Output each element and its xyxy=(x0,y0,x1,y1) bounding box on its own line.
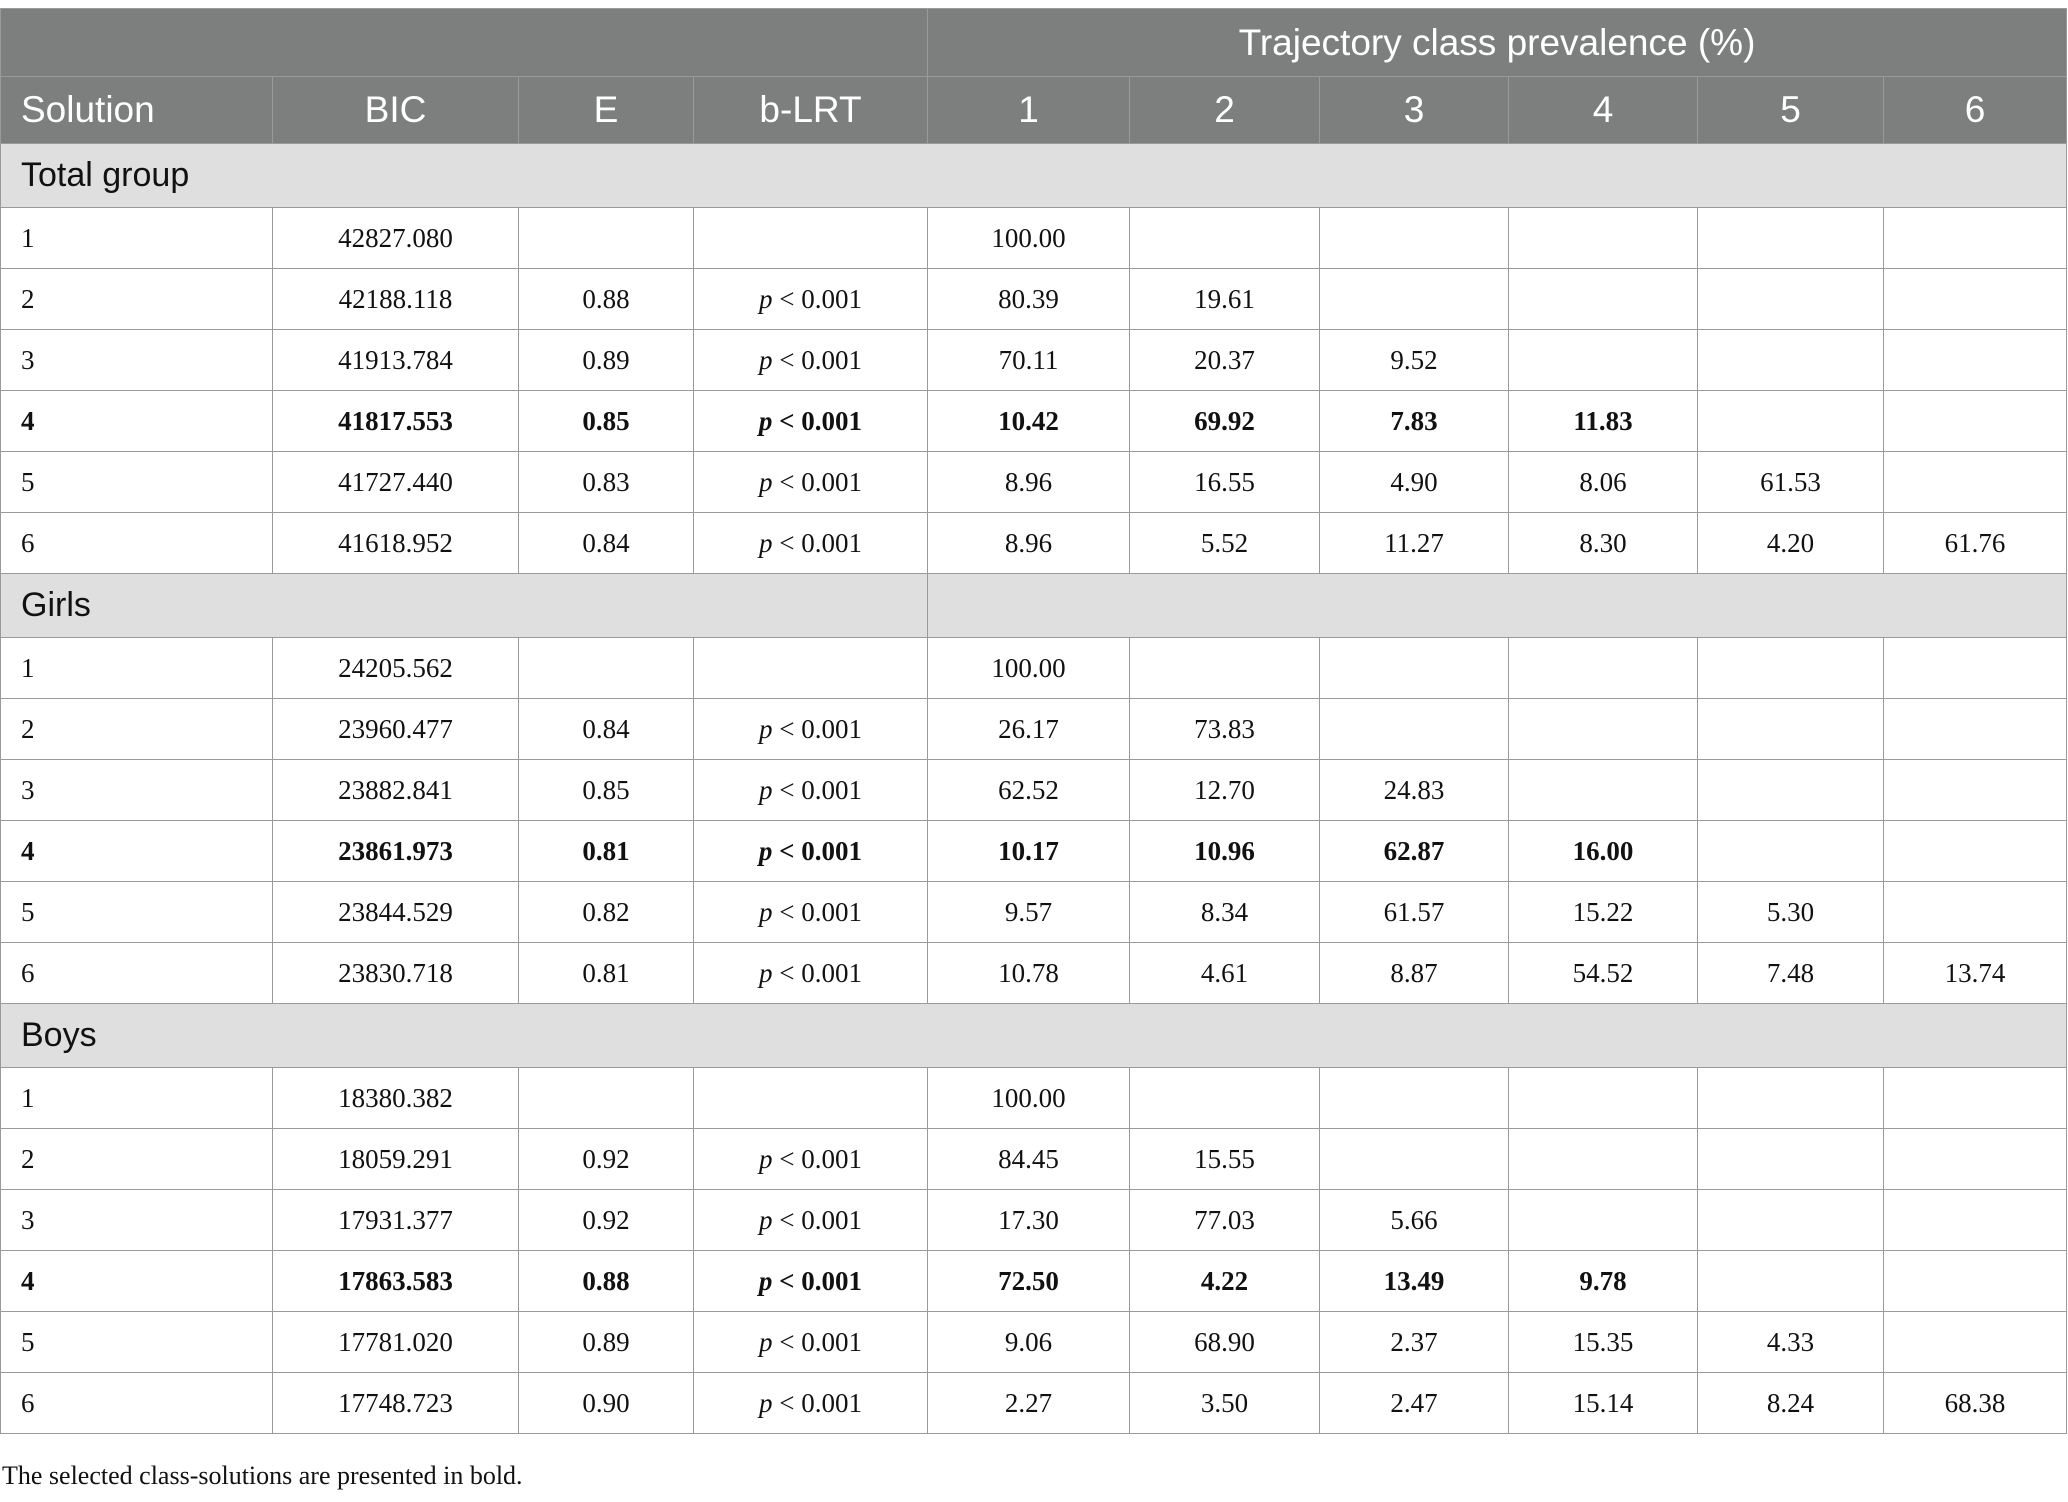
cell-class-2: 5.52 xyxy=(1130,513,1320,574)
cell-entropy: 0.81 xyxy=(519,821,694,882)
table-row xyxy=(1,1251,2067,1312)
p-symbol: p xyxy=(759,466,773,497)
cell-solution: 5 xyxy=(1,882,273,943)
group-label: Total group xyxy=(1,144,2067,208)
cell-class-3 xyxy=(1320,1129,1509,1190)
cell-blrt xyxy=(694,269,928,330)
cell-solution: 2 xyxy=(1,1129,273,1190)
cell-class-1: 100.00 xyxy=(928,638,1130,699)
cell-bic: 23844.529 xyxy=(273,882,519,943)
cell-blrt xyxy=(694,1129,928,1190)
table-footnote: The selected class-solutions are presented in bold. xyxy=(2,1461,523,1490)
p-value: < 0.001 xyxy=(772,466,862,497)
cell-class-6 xyxy=(1884,391,2067,452)
cell-class-2: 3.50 xyxy=(1130,1373,1320,1434)
group-header-row xyxy=(1,1004,2067,1068)
cell-solution: 1 xyxy=(1,1068,273,1129)
table-row xyxy=(1,330,2067,391)
cell-class-5 xyxy=(1698,699,1884,760)
cell-solution: 4 xyxy=(1,821,273,882)
cell-class-6 xyxy=(1884,1251,2067,1312)
cell-class-2: 68.90 xyxy=(1130,1312,1320,1373)
cell-class-5 xyxy=(1698,760,1884,821)
cell-solution: 4 xyxy=(1,1251,273,1312)
table-row xyxy=(1,513,2067,574)
cell-solution: 3 xyxy=(1,760,273,821)
header-class-prevalence: Trajectory class prevalence (%) xyxy=(928,9,2067,77)
p-symbol: p xyxy=(759,1143,773,1174)
cell-class-5 xyxy=(1698,1129,1884,1190)
column-header-class-6: 6 xyxy=(1884,77,2067,144)
cell-solution: 5 xyxy=(1,452,273,513)
cell-class-5: 7.48 xyxy=(1698,943,1884,1004)
cell-class-5: 4.33 xyxy=(1698,1312,1884,1373)
cell-class-6 xyxy=(1884,1190,2067,1251)
cell-solution: 2 xyxy=(1,699,273,760)
cell-class-4 xyxy=(1509,1190,1698,1251)
cell-class-4: 8.30 xyxy=(1509,513,1698,574)
cell-entropy: 0.83 xyxy=(519,452,694,513)
cell-class-3: 2.37 xyxy=(1320,1312,1509,1373)
cell-blrt xyxy=(694,882,928,943)
cell-class-6: 61.76 xyxy=(1884,513,2067,574)
table-row xyxy=(1,452,2067,513)
cell-class-4: 11.83 xyxy=(1509,391,1698,452)
cell-class-4: 54.52 xyxy=(1509,943,1698,1004)
table-row xyxy=(1,1068,2067,1129)
cell-blrt xyxy=(694,1312,928,1373)
class-solutions-table xyxy=(0,8,2067,1434)
cell-class-3: 8.87 xyxy=(1320,943,1509,1004)
cell-class-1: 70.11 xyxy=(928,330,1130,391)
p-symbol: p xyxy=(758,835,773,866)
cell-class-3: 13.49 xyxy=(1320,1251,1509,1312)
cell-class-6 xyxy=(1884,882,2067,943)
cell-class-6 xyxy=(1884,269,2067,330)
cell-class-2: 12.70 xyxy=(1130,760,1320,821)
cell-class-6 xyxy=(1884,1068,2067,1129)
cell-class-4 xyxy=(1509,269,1698,330)
cell-bic: 23830.718 xyxy=(273,943,519,1004)
cell-bic: 23882.841 xyxy=(273,760,519,821)
cell-class-4: 9.78 xyxy=(1509,1251,1698,1312)
cell-bic: 17781.020 xyxy=(273,1312,519,1373)
cell-class-4: 15.35 xyxy=(1509,1312,1698,1373)
cell-class-2: 73.83 xyxy=(1130,699,1320,760)
cell-class-6 xyxy=(1884,1312,2067,1373)
table-row xyxy=(1,638,2067,699)
p-value: < 0.001 xyxy=(772,957,862,988)
cell-blrt xyxy=(694,1251,928,1312)
cell-class-3 xyxy=(1320,269,1509,330)
table-body xyxy=(1,144,2067,1434)
cell-solution: 1 xyxy=(1,638,273,699)
cell-blrt xyxy=(694,821,928,882)
p-symbol: p xyxy=(759,1204,773,1235)
cell-class-4 xyxy=(1509,760,1698,821)
group-header-row xyxy=(1,574,2067,638)
cell-entropy: 0.84 xyxy=(519,513,694,574)
cell-class-1: 100.00 xyxy=(928,208,1130,269)
table-row xyxy=(1,208,2067,269)
cell-class-2: 20.37 xyxy=(1130,330,1320,391)
p-symbol: p xyxy=(759,774,773,805)
cell-class-5 xyxy=(1698,1190,1884,1251)
p-symbol: p xyxy=(758,405,773,436)
cell-class-6: 13.74 xyxy=(1884,943,2067,1004)
cell-class-6 xyxy=(1884,760,2067,821)
cell-class-1: 8.96 xyxy=(928,452,1130,513)
table-row xyxy=(1,882,2067,943)
cell-class-4 xyxy=(1509,208,1698,269)
column-header-class-1: 1 xyxy=(928,77,1130,144)
cell-class-3: 62.87 xyxy=(1320,821,1509,882)
cell-entropy: 0.84 xyxy=(519,699,694,760)
cell-entropy: 0.82 xyxy=(519,882,694,943)
column-header-e: E xyxy=(519,77,694,144)
cell-class-2: 10.96 xyxy=(1130,821,1320,882)
cell-class-5 xyxy=(1698,821,1884,882)
cell-solution: 4 xyxy=(1,391,273,452)
cell-class-1: 2.27 xyxy=(928,1373,1130,1434)
cell-class-3 xyxy=(1320,208,1509,269)
cell-bic: 17863.583 xyxy=(273,1251,519,1312)
table-row xyxy=(1,1373,2067,1434)
table-row xyxy=(1,821,2067,882)
cell-solution: 3 xyxy=(1,330,273,391)
cell-class-6 xyxy=(1884,1129,2067,1190)
cell-entropy: 0.85 xyxy=(519,391,694,452)
p-symbol: p xyxy=(759,1387,773,1418)
p-value: < 0.001 xyxy=(772,1326,862,1357)
cell-class-3 xyxy=(1320,638,1509,699)
cell-class-3: 61.57 xyxy=(1320,882,1509,943)
cell-entropy xyxy=(519,208,694,269)
p-symbol: p xyxy=(759,1326,773,1357)
cell-entropy: 0.92 xyxy=(519,1190,694,1251)
cell-blrt xyxy=(694,760,928,821)
cell-blrt xyxy=(694,208,928,269)
cell-class-2 xyxy=(1130,208,1320,269)
p-value: < 0.001 xyxy=(772,405,863,436)
cell-class-2: 19.61 xyxy=(1130,269,1320,330)
cell-bic: 41727.440 xyxy=(273,452,519,513)
cell-class-4: 15.22 xyxy=(1509,882,1698,943)
cell-class-3: 7.83 xyxy=(1320,391,1509,452)
cell-solution: 3 xyxy=(1,1190,273,1251)
cell-blrt xyxy=(694,452,928,513)
cell-class-6 xyxy=(1884,330,2067,391)
p-value: < 0.001 xyxy=(772,283,862,314)
cell-class-6: 68.38 xyxy=(1884,1373,2067,1434)
p-symbol: p xyxy=(759,713,773,744)
header-row-group xyxy=(1,9,2067,77)
p-symbol: p xyxy=(759,283,773,314)
cell-bic: 23861.973 xyxy=(273,821,519,882)
p-symbol: p xyxy=(759,344,773,375)
table-row xyxy=(1,1190,2067,1251)
cell-class-1: 84.45 xyxy=(928,1129,1130,1190)
cell-bic: 18380.382 xyxy=(273,1068,519,1129)
cell-class-1: 9.06 xyxy=(928,1312,1130,1373)
cell-entropy xyxy=(519,1068,694,1129)
p-symbol: p xyxy=(758,1265,773,1296)
cell-class-2: 77.03 xyxy=(1130,1190,1320,1251)
cell-class-2: 16.55 xyxy=(1130,452,1320,513)
cell-class-5: 8.24 xyxy=(1698,1373,1884,1434)
cell-class-1: 17.30 xyxy=(928,1190,1130,1251)
cell-class-2: 4.22 xyxy=(1130,1251,1320,1312)
cell-blrt xyxy=(694,699,928,760)
column-header-class-5: 5 xyxy=(1698,77,1884,144)
cell-solution: 2 xyxy=(1,269,273,330)
cell-class-1: 10.42 xyxy=(928,391,1130,452)
p-value: < 0.001 xyxy=(772,1143,862,1174)
table-row xyxy=(1,269,2067,330)
cell-class-5 xyxy=(1698,330,1884,391)
column-header-class-3: 3 xyxy=(1320,77,1509,144)
table-row xyxy=(1,943,2067,1004)
cell-class-1: 26.17 xyxy=(928,699,1130,760)
cell-class-1: 9.57 xyxy=(928,882,1130,943)
cell-entropy xyxy=(519,638,694,699)
cell-entropy: 0.89 xyxy=(519,1312,694,1373)
cell-class-6 xyxy=(1884,208,2067,269)
cell-class-5 xyxy=(1698,391,1884,452)
cell-bic: 42188.118 xyxy=(273,269,519,330)
cell-bic: 23960.477 xyxy=(273,699,519,760)
cell-class-6 xyxy=(1884,821,2067,882)
cell-class-3 xyxy=(1320,699,1509,760)
p-symbol: p xyxy=(759,957,773,988)
cell-class-1: 80.39 xyxy=(928,269,1130,330)
p-value: < 0.001 xyxy=(772,1387,862,1418)
table-row xyxy=(1,760,2067,821)
group-label: Girls xyxy=(1,574,928,638)
cell-class-5 xyxy=(1698,208,1884,269)
cell-class-3: 5.66 xyxy=(1320,1190,1509,1251)
p-symbol: p xyxy=(759,896,773,927)
table-row xyxy=(1,699,2067,760)
p-value: < 0.001 xyxy=(772,713,862,744)
cell-class-5 xyxy=(1698,638,1884,699)
cell-class-5 xyxy=(1698,269,1884,330)
cell-class-5: 4.20 xyxy=(1698,513,1884,574)
p-value: < 0.001 xyxy=(772,896,862,927)
p-value: < 0.001 xyxy=(772,1265,863,1296)
cell-blrt xyxy=(694,943,928,1004)
cell-class-4: 8.06 xyxy=(1509,452,1698,513)
cell-bic: 41913.784 xyxy=(273,330,519,391)
cell-blrt xyxy=(694,330,928,391)
column-header-solution: Solution xyxy=(1,77,273,144)
cell-entropy: 0.90 xyxy=(519,1373,694,1434)
cell-class-1: 100.00 xyxy=(928,1068,1130,1129)
cell-solution: 6 xyxy=(1,1373,273,1434)
cell-bic: 18059.291 xyxy=(273,1129,519,1190)
cell-solution: 6 xyxy=(1,943,273,1004)
cell-class-5 xyxy=(1698,1068,1884,1129)
cell-class-2: 69.92 xyxy=(1130,391,1320,452)
cell-class-4 xyxy=(1509,638,1698,699)
cell-entropy: 0.89 xyxy=(519,330,694,391)
cell-class-2 xyxy=(1130,638,1320,699)
cell-class-2 xyxy=(1130,1068,1320,1129)
header-row-columns xyxy=(1,77,2067,144)
cell-class-1: 10.17 xyxy=(928,821,1130,882)
cell-blrt xyxy=(694,513,928,574)
cell-blrt xyxy=(694,1068,928,1129)
cell-class-4 xyxy=(1509,1129,1698,1190)
column-header-blrt: b-LRT xyxy=(694,77,928,144)
table-row xyxy=(1,391,2067,452)
column-header-class-2: 2 xyxy=(1130,77,1320,144)
group-header-row xyxy=(1,144,2067,208)
cell-bic: 17931.377 xyxy=(273,1190,519,1251)
cell-class-6 xyxy=(1884,452,2067,513)
cell-class-3: 24.83 xyxy=(1320,760,1509,821)
cell-entropy: 0.81 xyxy=(519,943,694,1004)
cell-class-1: 72.50 xyxy=(928,1251,1130,1312)
cell-entropy: 0.88 xyxy=(519,1251,694,1312)
cell-class-3: 4.90 xyxy=(1320,452,1509,513)
cell-solution: 5 xyxy=(1,1312,273,1373)
cell-bic: 41618.952 xyxy=(273,513,519,574)
p-value: < 0.001 xyxy=(772,1204,862,1235)
cell-class-1: 10.78 xyxy=(928,943,1130,1004)
column-header-bic: BIC xyxy=(273,77,519,144)
cell-class-3 xyxy=(1320,1068,1509,1129)
cell-class-4: 15.14 xyxy=(1509,1373,1698,1434)
cell-class-6 xyxy=(1884,638,2067,699)
header-blank-cell xyxy=(1,9,928,77)
p-symbol: p xyxy=(759,527,773,558)
group-header-blank xyxy=(928,574,2067,638)
cell-blrt xyxy=(694,1190,928,1251)
cell-entropy: 0.92 xyxy=(519,1129,694,1190)
cell-blrt xyxy=(694,1373,928,1434)
cell-solution: 6 xyxy=(1,513,273,574)
column-header-class-4: 4 xyxy=(1509,77,1698,144)
cell-class-4 xyxy=(1509,1068,1698,1129)
cell-class-3: 2.47 xyxy=(1320,1373,1509,1434)
cell-blrt xyxy=(694,391,928,452)
cell-class-2: 8.34 xyxy=(1130,882,1320,943)
cell-class-3: 9.52 xyxy=(1320,330,1509,391)
cell-bic: 24205.562 xyxy=(273,638,519,699)
cell-entropy: 0.85 xyxy=(519,760,694,821)
cell-class-5 xyxy=(1698,1251,1884,1312)
p-value: < 0.001 xyxy=(772,835,863,866)
cell-class-6 xyxy=(1884,699,2067,760)
cell-class-5: 5.30 xyxy=(1698,882,1884,943)
cell-class-4 xyxy=(1509,330,1698,391)
cell-blrt xyxy=(694,638,928,699)
cell-class-2: 15.55 xyxy=(1130,1129,1320,1190)
p-value: < 0.001 xyxy=(772,774,862,805)
cell-bic: 42827.080 xyxy=(273,208,519,269)
cell-solution: 1 xyxy=(1,208,273,269)
p-value: < 0.001 xyxy=(772,527,862,558)
table-row xyxy=(1,1129,2067,1190)
cell-entropy: 0.88 xyxy=(519,269,694,330)
cell-class-4: 16.00 xyxy=(1509,821,1698,882)
cell-class-1: 8.96 xyxy=(928,513,1130,574)
cell-class-2: 4.61 xyxy=(1130,943,1320,1004)
cell-class-1: 62.52 xyxy=(928,760,1130,821)
cell-class-5: 61.53 xyxy=(1698,452,1884,513)
cell-class-4 xyxy=(1509,699,1698,760)
cell-bic: 41817.553 xyxy=(273,391,519,452)
cell-bic: 17748.723 xyxy=(273,1373,519,1434)
table-row xyxy=(1,1312,2067,1373)
cell-class-3: 11.27 xyxy=(1320,513,1509,574)
p-value: < 0.001 xyxy=(772,344,862,375)
group-label: Boys xyxy=(1,1004,2067,1068)
